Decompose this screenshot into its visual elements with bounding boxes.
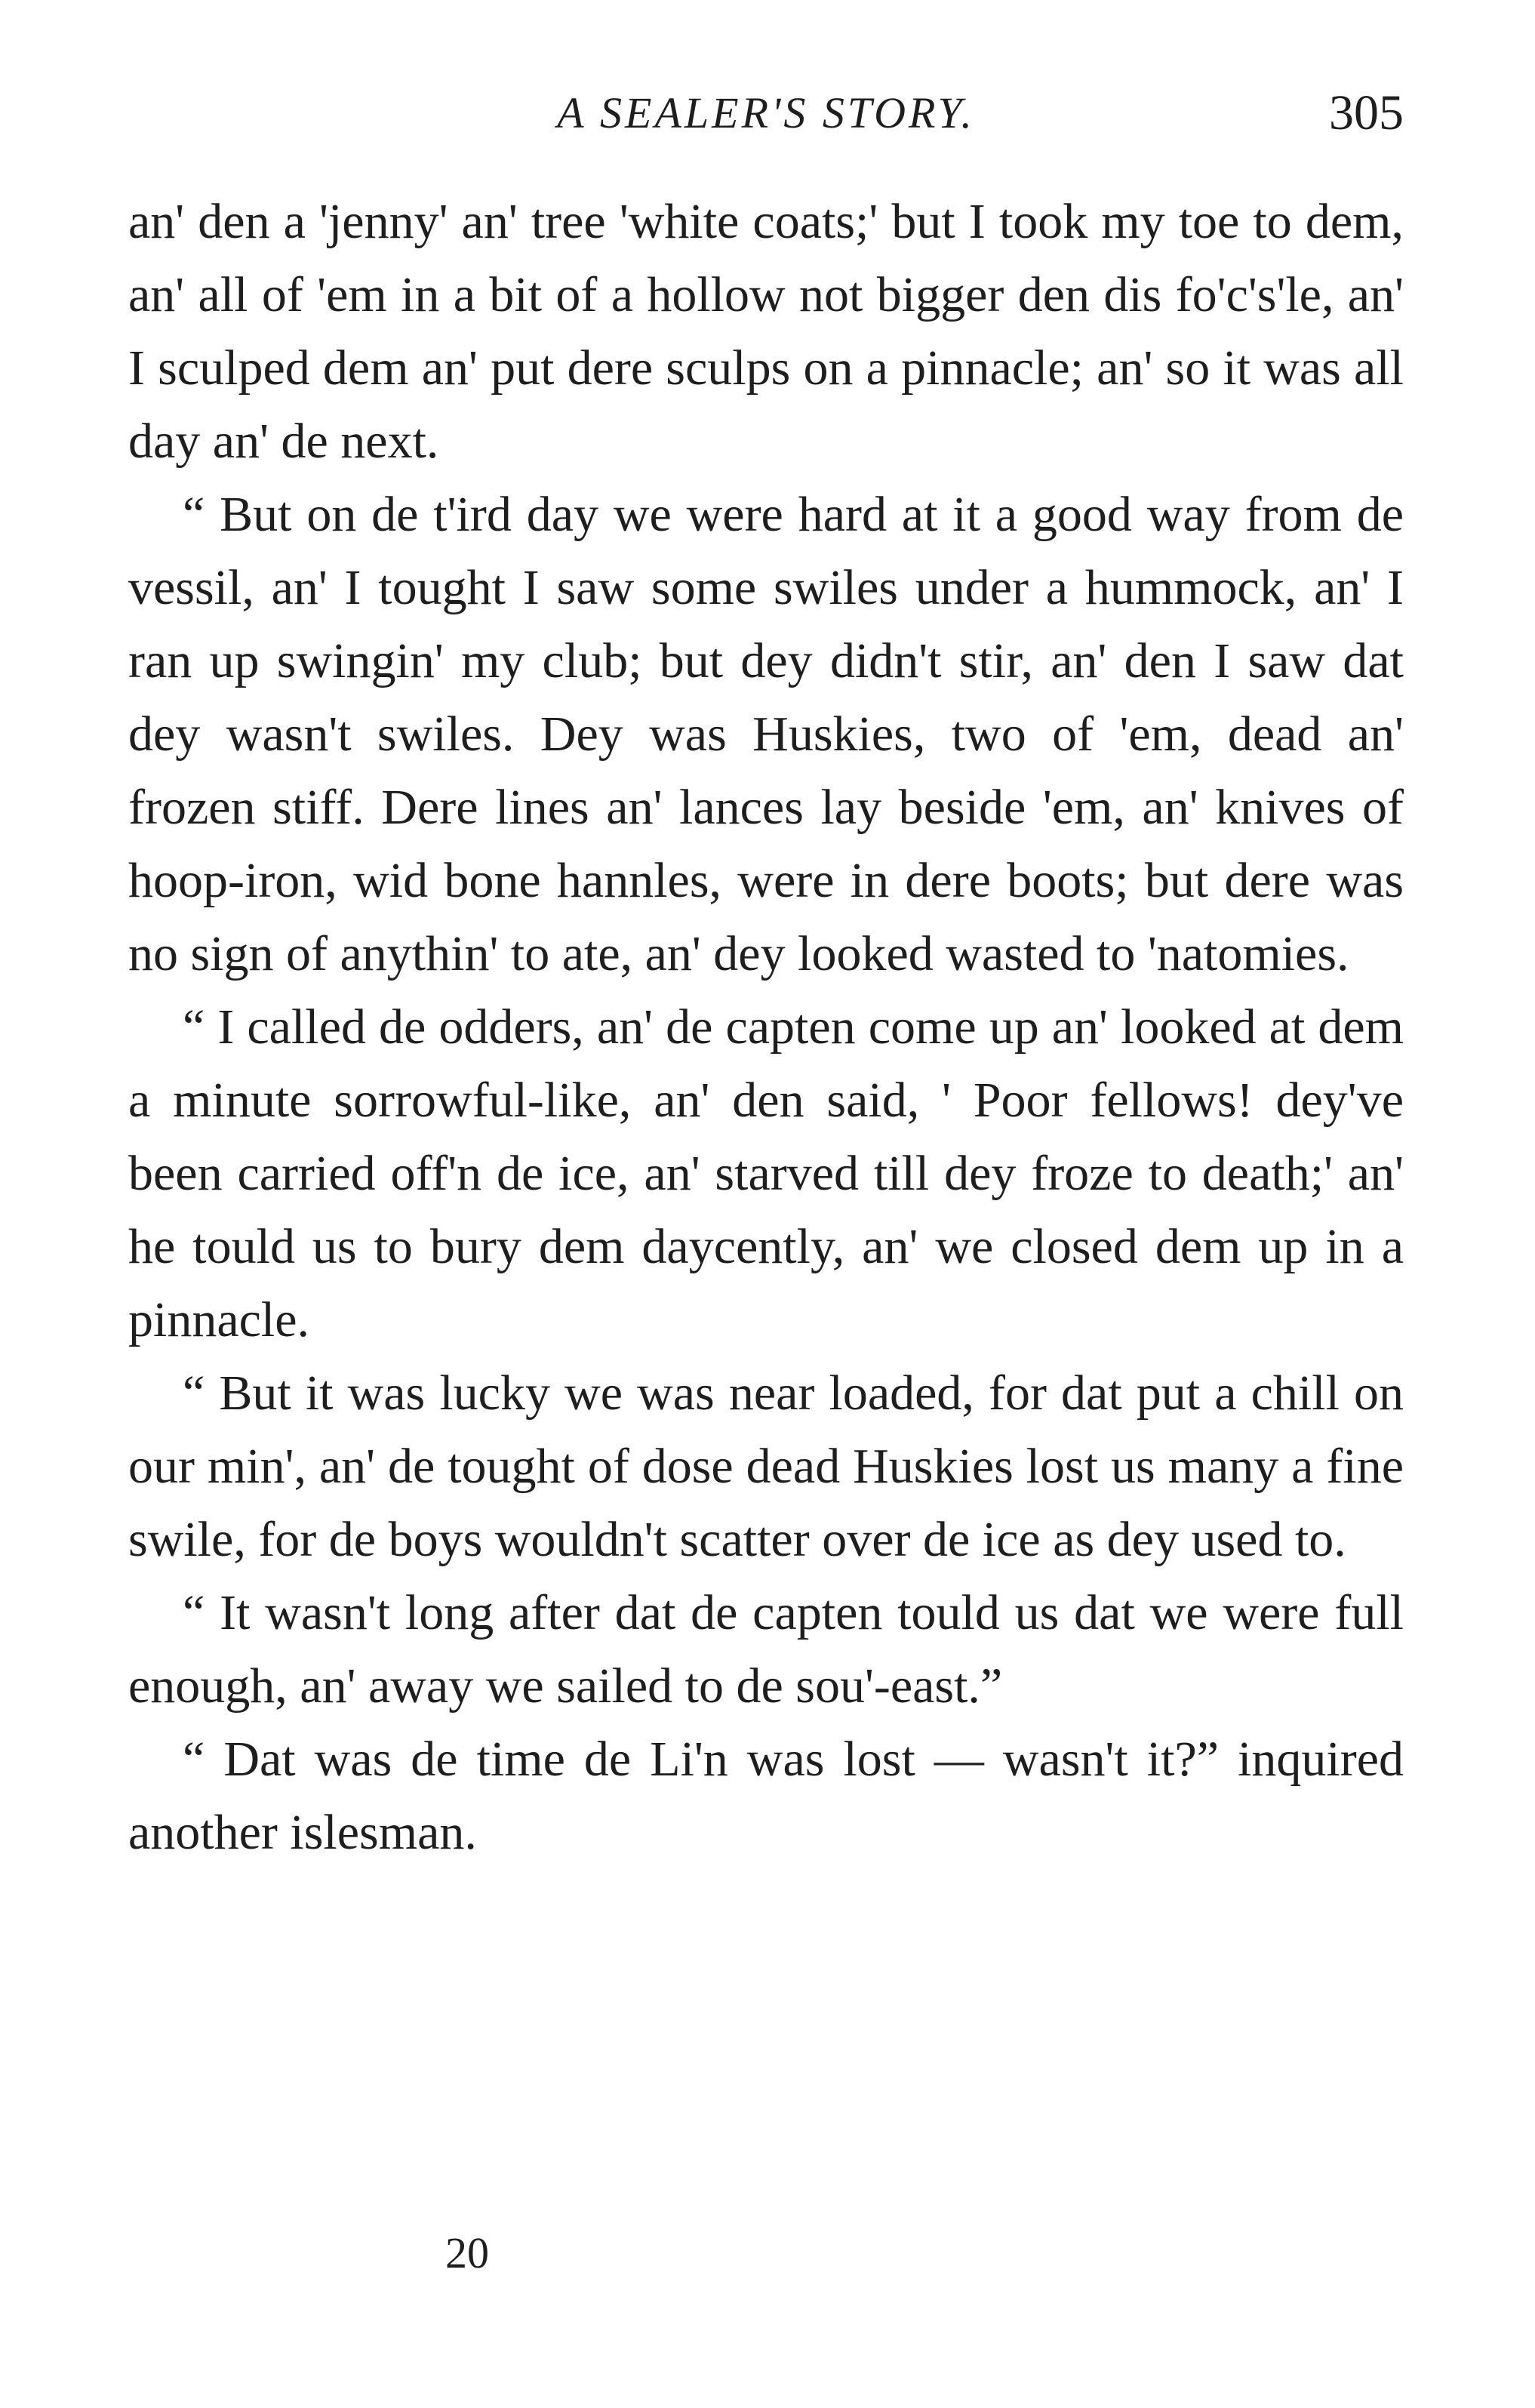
paragraph-question: “ Dat was de time de Li'n was lost — wasn't it?” inquired another islesman. bbox=[128, 1732, 1404, 1860]
running-head bbox=[128, 83, 1404, 143]
signature-mark: 20 bbox=[445, 2228, 489, 2277]
running-title: A SEALER'S STORY. bbox=[557, 88, 975, 137]
body-text bbox=[128, 185, 1404, 1869]
page-number: 305 bbox=[1329, 85, 1404, 140]
paragraph-continuation: an' den a 'jenny' an' tree 'white coats;' but I took my toe to dem, an' all of 'em in a bit of a hollow not bigger den dis fo'c's'le, an' I sculped dem an' put dere sculps on a pinnacle; an' so it was all day an' de next. bbox=[128, 194, 1404, 469]
paragraph-sailed: “ It wasn't long after dat de capten tould us dat we were full enough, an' away we sailed to de sou'-east.” bbox=[128, 1585, 1404, 1714]
paragraph-burial: “ I called de odders, an' de capten come up an' looked at dem a minute sorrowful-like, an' den said, ' Poor fellows! dey've been carried off'n de ice, an' starved till dey froze to death;' an' he tould us to bury dem daycently, an' we closed dem up in a pinnacle. bbox=[128, 999, 1404, 1347]
paragraph-huskies-found: “ But on de t'ird day we were hard at it a good way from de vessil, an' I tought I saw some swiles under a hummock, an' I ran up swingin' my club; but dey didn't stir, an' den I saw dat dey wasn't swiles. Dey was Huskies, two of 'em, dead an' frozen stiff. Dere lines an' lances lay beside 'em, an' knives of hoop-iron, wid bone hannles, were in dere boots; but dere was no sign of anythin' to ate, an' dey looked wasted to 'natomies. bbox=[128, 487, 1404, 981]
paragraph-chill: “ But it was lucky we was near loaded, for dat put a chill on our min', an' de tought of dose dead Huskies lost us many a fine swile, for de boys wouldn't scatter over de ice as dey used to. bbox=[128, 1366, 1404, 1567]
